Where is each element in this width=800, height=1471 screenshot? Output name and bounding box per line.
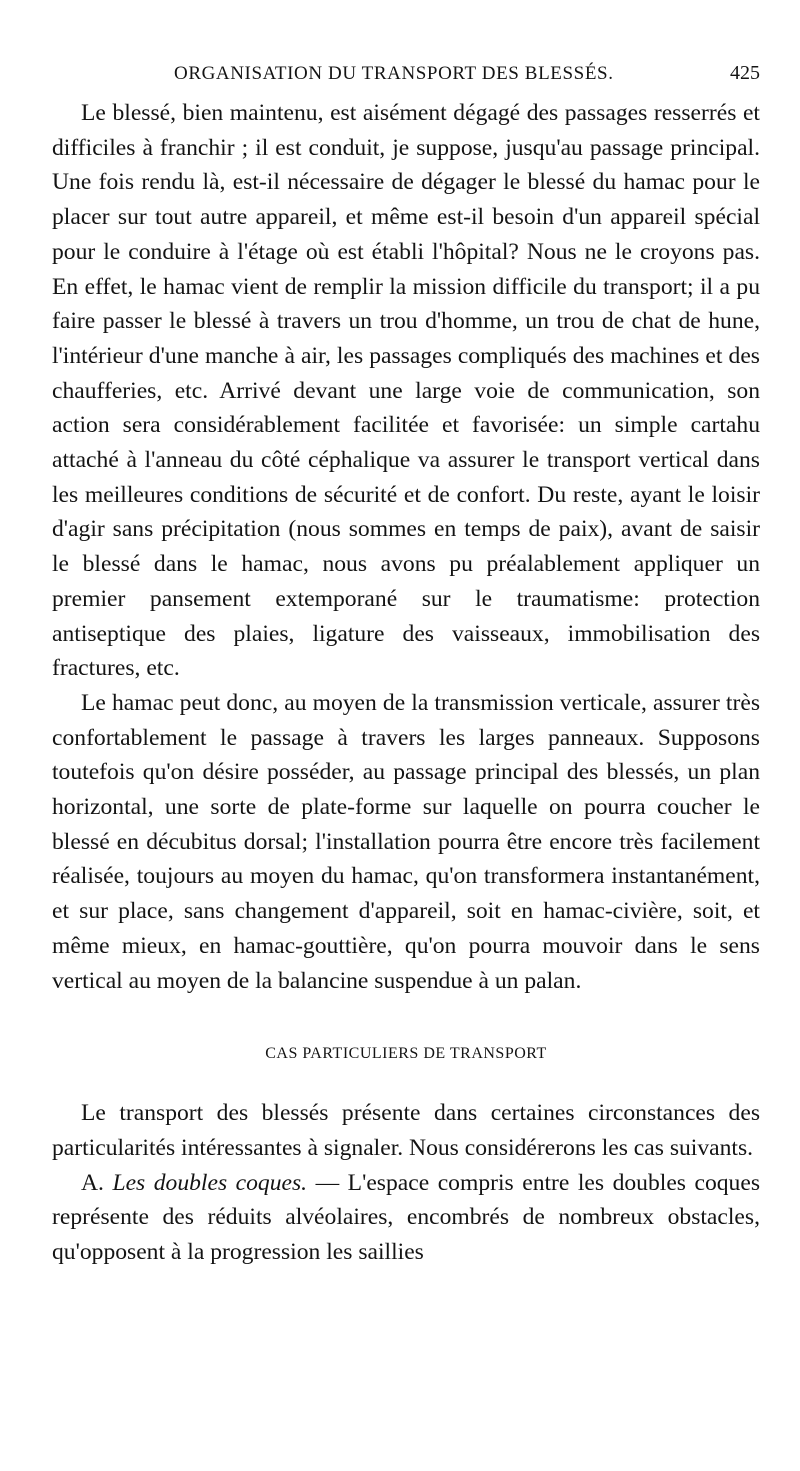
running-head — [52, 62, 760, 96]
item-a-text: L'espace compris entre les doubles coques représente des réduits alvéolaires, encombrés de nombreux obstacles, qu'opposent à la progression les saillies — [52, 1169, 761, 1266]
item-a-paragraph — [52, 1166, 760, 1270]
item-a-letter: A. — [81, 1169, 104, 1196]
section-intro: Le transport des blessés présente dans certaines circonstances des particularités intéressantes à signaler. Nous considérerons les cas suivants. — [52, 1100, 760, 1161]
paragraph-2: Le hamac peut donc, au moyen de la transmission verticale, assurer très confortablement le passage à travers les larges panneaux. Supposons toutefois qu'on désire posséder, au passage principal des blessés, un plan horizontal, une sorte de plate-forme sur laquelle on pourra coucher le blessé en décubitus dorsal; l'installation pourra être encore très facilement réalisée, toujours au moyen du hamac, qu'on transformera instantanément, et sur place, sans changement d'appareil, soit en hamac-civière, soit, et même mieux, en hamac-gouttière, qu'on pourra mouvoir dans le sens vertical au moyen de la balancine suspendue à un palan. — [52, 689, 760, 994]
running-title: ORGANISATION DU TRANSPORT DES BLESSÉS. — [174, 63, 614, 84]
page-number: 425 — [730, 62, 760, 84]
book-page — [52, 62, 760, 1270]
paragraph-1: Le blessé, bien maintenu, est aisément dégagé des passages resserrés et difficiles à franchir ; il est conduit, je suppose, jusqu'au passage principal. Une fois rendu là, est-il nécessaire de dégager le blessé du hamac pour le placer sur tout autre appareil, et même est-il besoin d'un appareil spécial pour le conduire à l'étage où est établi l'hôpital? Nous ne le croyons pas. En effet, le hamac vient de remplir la mission difficile du transport; il a pu faire passer le blessé à travers un trou d'homme, un trou de chat de hune, l'intérieur d'une manche à air, les passages compliqués des machines et des chaufferies, etc. Arrivé devant une large voie de communication, son action sera considérablement facilitée et favorisée: un simple cartahu attaché à l'anneau du côté céphalique va assurer le transport vertical dans les meilleures conditions de sécurité et de confort. Du reste, ayant le loisir d'agir sans précipitation (nous sommes en temps de paix), avant de saisir le blessé dans le hamac, nous avons pu préalablement appliquer un premier pansement extemporané sur le traumatisme: protection antiseptique des plaies, ligature des vaisseaux, immobilisation des fractures, etc. — [52, 100, 760, 682]
body-text — [52, 96, 760, 1270]
item-a-dash: — — [315, 1169, 340, 1196]
section-title: CAS PARTICULIERS DE TRANSPORT — [265, 1045, 547, 1063]
item-a-title: Les doubles coques. — [112, 1169, 308, 1196]
